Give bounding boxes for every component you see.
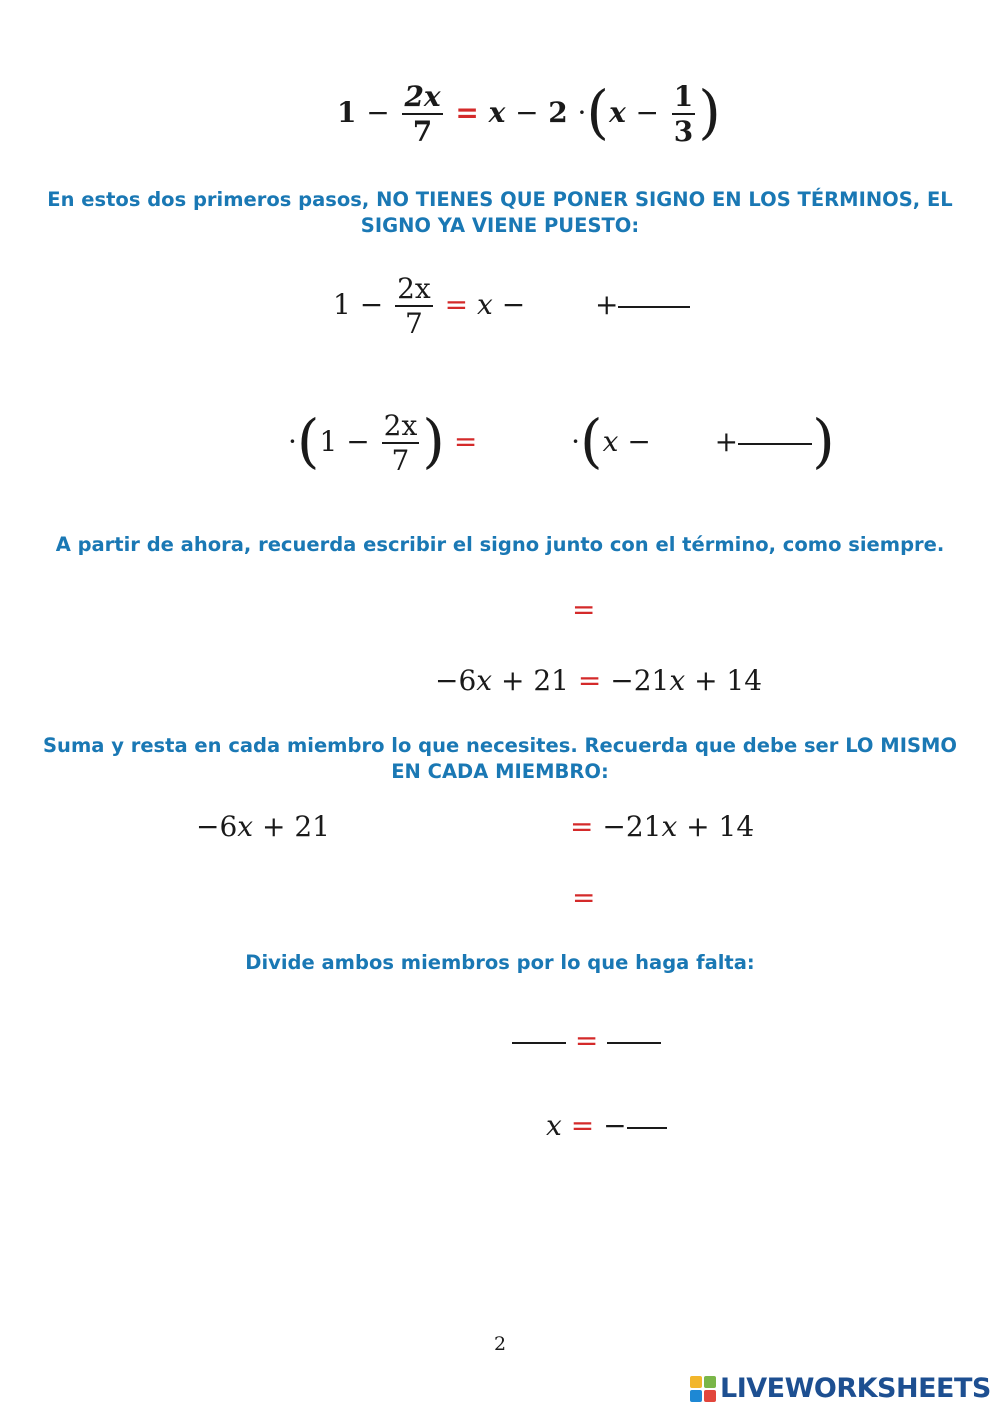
left-constant: + 21 [500,664,569,697]
right-paren: ) [698,77,721,146]
minus-sign: − [359,288,384,321]
answer-fraction-line[interactable] [618,306,690,308]
fraction-numerator [395,272,433,307]
right-coefficient: −21 [610,664,670,697]
equals-sign: = [574,1024,599,1057]
equals-sign: = [444,288,469,321]
variable-x: x [602,425,619,458]
left-paren: ( [296,406,320,475]
minus-sign: − [627,425,651,458]
left-coefficient: −6 [435,664,477,697]
answer-fraction-line-right[interactable] [607,1042,661,1044]
step7-equation [512,1024,661,1057]
main-equation [337,77,721,148]
answer-fraction-line[interactable] [627,1127,667,1129]
fraction-denominator: 7 [391,444,410,477]
instruction-first: En estos dos primeros pasos, NO TIENES QUE PONER SIGNO EN LOS TÉRMINOS, EL SIGNO YA VIENE PUESTO: [47,188,953,237]
term-one: 1 [319,425,338,458]
right-coefficient: −21 [602,810,662,843]
variable-x: x [546,1109,562,1142]
variable-x: x [237,810,254,843]
fraction-denominator: 3 [673,115,694,148]
variable-x: x [477,288,493,321]
minus-sign: − [515,96,539,129]
equals-sign: = [570,810,594,843]
logo-tile [690,1390,702,1402]
step1-equation [333,272,690,340]
minus-sign: − [501,288,526,321]
fraction [672,80,695,148]
numerator-text: 2x [397,272,431,305]
equals-sign: = [455,96,479,129]
minus-sign: − [603,1109,627,1142]
liveworksheets-logo [690,1373,991,1404]
instruction-second: A partir de ahora, recuerda escribir el signo junto con el término, como siempre. [55,533,945,556]
variable-x: x [669,664,686,697]
variable-x: x [661,810,678,843]
step2-equation [288,406,835,477]
left-coefficient: −6 [196,810,238,843]
step5-left-member [196,810,330,843]
answer-fraction-line[interactable] [738,443,812,445]
term-one: 1 [333,288,351,321]
variable-x: x [476,664,493,697]
right-paren: ) [422,406,445,475]
equals-sign: = [577,664,602,697]
fraction-numerator: 2x [404,80,441,113]
logo-mark-icon [690,1376,716,1402]
dot-operator: · [288,425,297,458]
fraction-numerator: 1 [673,80,694,113]
fraction [402,80,442,148]
instruction-third: Suma y resta en cada miembro lo que necesites. Recuerda que debe ser LO MISMO EN CADA MIEMBRO: [43,734,957,783]
variable-x: x [488,96,506,129]
step4-equation [435,664,763,697]
fraction [382,409,420,477]
minus-sign: − [366,96,390,129]
answer-fraction-line-left[interactable] [512,1042,566,1044]
instruction-fourth: Divide ambos miembros por lo que haga falta: [245,951,755,974]
left-paren: ( [580,406,603,475]
equals-sign: = [453,425,478,458]
term-one: 1 [337,96,357,129]
logo-tile [704,1376,716,1388]
step8-equation [546,1109,667,1142]
logo-tile [690,1376,702,1388]
step3-equals-sign: = [572,593,596,626]
step5-right-member [570,810,755,843]
minus-sign: − [635,96,659,129]
term-two: 2 [548,96,568,129]
logo-tile [704,1390,716,1402]
plus-sign: + [714,425,739,458]
plus-sign: + [594,288,619,321]
right-paren: ) [812,406,835,475]
minus-sign: − [346,425,370,458]
fraction-numerator: 2x [383,409,418,442]
dot-operator: · [571,425,580,458]
logo-text: LIVEWORKSHEETS [720,1373,991,1404]
variable-x: x [609,96,626,129]
right-constant: + 14 [694,664,763,697]
step6-equals-sign: = [572,881,596,914]
left-constant: + 21 [261,810,330,843]
fraction-denominator: 7 [405,307,423,340]
dot-operator: · [577,96,587,129]
fraction-denominator: 7 [412,115,433,148]
fraction [395,272,433,340]
equals-sign: = [570,1109,595,1142]
right-constant: + 14 [686,810,755,843]
left-paren: ( [586,77,610,146]
page-number: 2 [493,1333,507,1355]
